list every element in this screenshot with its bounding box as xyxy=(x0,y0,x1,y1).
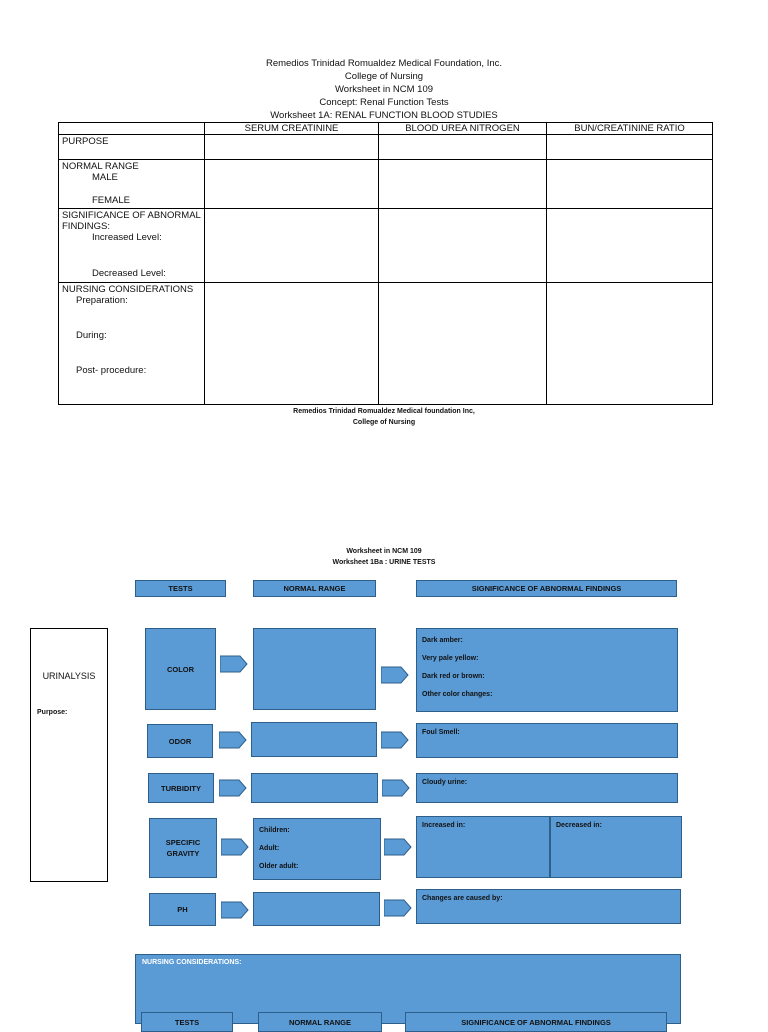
color-test-box: COLOR xyxy=(145,628,216,710)
right-arrow-icon xyxy=(382,779,410,797)
list-item: Changes are caused by: xyxy=(422,895,503,902)
color-significance-box[interactable] xyxy=(416,628,678,712)
list-item: Older adult: xyxy=(259,863,299,870)
renal-function-table xyxy=(58,122,713,405)
table-row xyxy=(59,160,713,209)
ph-normal-range-box[interactable] xyxy=(253,892,380,926)
right-arrow-icon xyxy=(221,838,249,856)
urinalysis-title: URINALYSIS xyxy=(42,671,96,681)
table-header-cell: BUN/CREATININE RATIO xyxy=(547,123,713,135)
table-cell[interactable] xyxy=(547,209,713,283)
post-procedure-label: Post- procedure: xyxy=(76,365,147,376)
row-label-nursing xyxy=(59,283,205,405)
footer-foundation-name: Remedios Trinidad Romualdez Medical foundation Inc, xyxy=(293,408,475,415)
table-row xyxy=(59,283,713,405)
tests-header-2: TESTS xyxy=(141,1012,233,1032)
list-item: Children: xyxy=(259,827,290,834)
sg-increased-box[interactable] xyxy=(416,816,550,878)
list-item: Increased in: xyxy=(422,822,466,829)
table-cell[interactable] xyxy=(205,135,379,160)
foundation-name: Remedios Trinidad Romualdez Medical Foundation, Inc. xyxy=(265,58,503,69)
during-label: During: xyxy=(76,330,107,341)
footer-college-name: College of Nursing xyxy=(352,419,416,426)
tests-header: TESTS xyxy=(135,580,226,597)
concept-title: Concept: Renal Function Tests xyxy=(319,97,449,108)
female-label: FEMALE xyxy=(92,195,131,206)
specific-gravity-normal-range-box[interactable] xyxy=(253,818,381,880)
right-arrow-icon xyxy=(221,901,249,919)
nursing-considerations-label: NURSING CONSIDERATIONS: xyxy=(142,959,242,966)
list-item: Decreased in: xyxy=(556,822,602,829)
normal-range-header: NORMAL RANGE xyxy=(253,580,376,597)
increased-level-label: Increased Level: xyxy=(92,232,162,243)
list-item: Very pale yellow: xyxy=(422,655,479,662)
ph-significance-box[interactable] xyxy=(416,889,681,924)
odor-significance-box[interactable] xyxy=(416,723,678,758)
table-header-cell: SERUM CREATININE xyxy=(205,123,379,135)
table-header-row xyxy=(59,123,713,135)
table-header-cell xyxy=(59,123,205,135)
right-arrow-icon xyxy=(381,666,409,684)
row-label-normal-range xyxy=(59,160,205,209)
table-cell[interactable] xyxy=(205,209,379,283)
worksheet-1a-title: Worksheet 1A: RENAL FUNCTION BLOOD STUDIES xyxy=(270,110,498,121)
list-item: Dark red or brown: xyxy=(422,673,485,680)
right-arrow-icon xyxy=(219,731,247,749)
right-arrow-icon xyxy=(219,779,247,797)
decreased-level-label: Decreased Level: xyxy=(92,268,166,279)
normal-range-header-2: NORMAL RANGE xyxy=(258,1012,382,1032)
table-row xyxy=(59,209,713,283)
table-cell[interactable] xyxy=(547,160,713,209)
sg-decreased-box[interactable] xyxy=(550,816,682,878)
significance-header-2: SIGNIFICANCE OF ABNORMAL FINDINGS xyxy=(405,1012,667,1032)
ph-test-box: PH xyxy=(149,893,216,926)
table-cell[interactable] xyxy=(205,160,379,209)
worksheet-title: Worksheet in NCM 109 xyxy=(334,84,434,95)
right-arrow-icon xyxy=(384,899,412,917)
male-label: MALE xyxy=(92,172,118,183)
turbidity-normal-range-box[interactable] xyxy=(251,773,378,803)
table-cell[interactable] xyxy=(379,209,547,283)
table-row xyxy=(59,135,713,160)
college-name: College of Nursing xyxy=(344,71,424,82)
section2-worksheet-title: Worksheet in NCM 109 xyxy=(346,548,422,555)
list-item: Other color changes: xyxy=(422,691,493,698)
color-normal-range-box[interactable] xyxy=(253,628,376,710)
list-item: Dark amber: xyxy=(422,637,463,644)
odor-normal-range-box[interactable] xyxy=(251,722,377,757)
list-item: Adult: xyxy=(259,845,280,852)
table-cell[interactable] xyxy=(547,283,713,405)
turbidity-test-box: TURBIDITY xyxy=(148,773,214,803)
turbidity-significance-box[interactable] xyxy=(416,773,678,803)
document-header xyxy=(0,57,768,122)
list-item: Foul Smell: xyxy=(422,729,460,736)
table-cell[interactable] xyxy=(547,135,713,160)
significance-label: SIGNIFICANCE OF ABNORMAL FINDINGS: xyxy=(62,210,201,232)
footer-header xyxy=(0,406,768,428)
specific-gravity-test-box: SPECIFIC GRAVITY xyxy=(149,818,217,878)
significance-header: SIGNIFICANCE OF ABNORMAL FINDINGS xyxy=(416,580,677,597)
table-cell[interactable] xyxy=(205,283,379,405)
table-cell[interactable] xyxy=(379,135,547,160)
list-item: Cloudy urine: xyxy=(422,779,468,786)
row-label-purpose: PURPOSE xyxy=(59,135,205,160)
table-cell[interactable] xyxy=(379,283,547,405)
nursing-considerations-label: NURSING CONSIDERATIONS xyxy=(62,284,194,295)
section2-subtitle: Worksheet 1Ba : URINE TESTS xyxy=(332,559,436,566)
right-arrow-icon xyxy=(381,731,409,749)
urinalysis-purpose: Purpose: xyxy=(37,709,68,716)
section2-header xyxy=(0,546,768,568)
table-header-cell: BLOOD UREA NITROGEN xyxy=(379,123,547,135)
normal-range-label: NORMAL RANGE xyxy=(62,161,139,172)
nursing-considerations-box[interactable] xyxy=(135,954,681,1027)
odor-test-box: ODOR xyxy=(147,724,213,758)
table-cell[interactable] xyxy=(379,160,547,209)
row-label-significance xyxy=(59,209,205,283)
preparation-label: Preparation: xyxy=(76,295,128,306)
urinalysis-box[interactable] xyxy=(30,628,108,882)
right-arrow-icon xyxy=(220,655,248,673)
right-arrow-icon xyxy=(384,838,412,856)
